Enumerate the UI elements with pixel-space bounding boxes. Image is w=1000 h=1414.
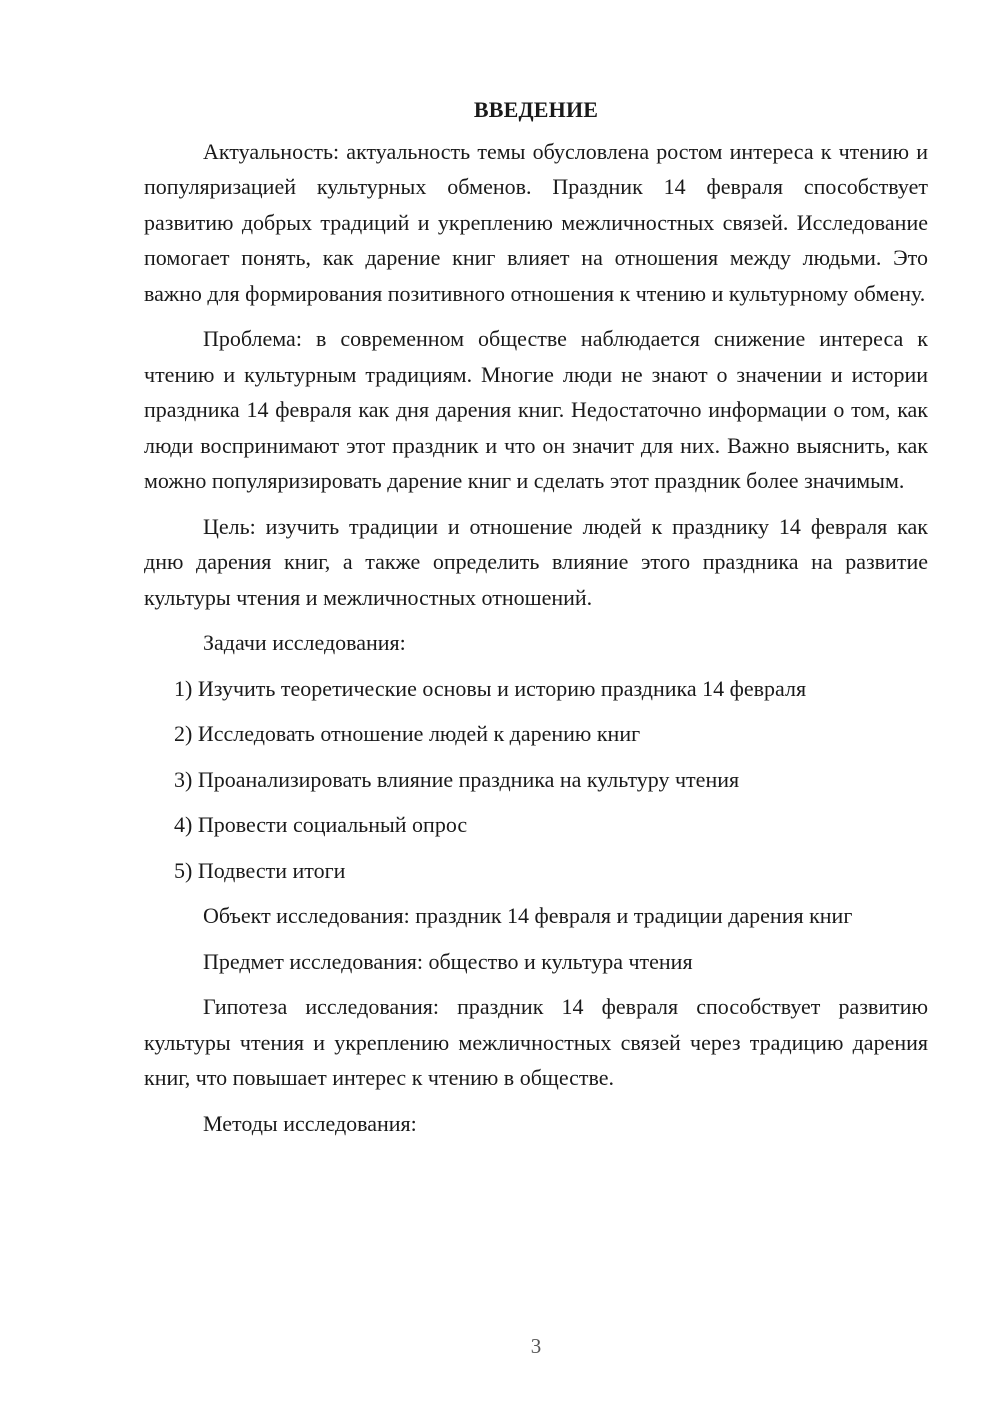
- document-body: [144, 92, 928, 1151]
- subject-paragraph: Предмет исследования: общество и культура чтения: [203, 948, 693, 974]
- problem-paragraph: Проблема: в современном обществе наблюдается снижение интереса к чтению и культурным традициям. Многие люди не знают о значении и истории праздника 14 февраля как дня дарения книг. Недостаточно информации о том, как люди воспринимают этот праздник и что он значит для них. Важно выяснить, как можно популяризировать дарение книг и сделать этот праздник более значимым.: [144, 326, 928, 493]
- page-title: ВВЕДЕНИЕ: [473, 97, 599, 122]
- hypothesis-paragraph: Гипотеза исследования: праздник 14 февраля способствует развитию культуры чтения и укреплению межличностных связей через традицию дарения книг, что повышает интерес к чтению в обществе.: [144, 994, 928, 1090]
- list-item: 2) Исследовать отношение людей к дарению книг: [174, 721, 641, 746]
- relevance-paragraph: Актуальность: актуальность темы обусловлена ростом интереса к чтению и популяризацией культурных обменов. Праздник 14 февраля способствует развитию добрых традиций и укреплению межличностных связей. Исследование помогает понять, как дарение книг влияет на отношения между людьми. Это важно для формирования позитивного отношения к чтению и культурному обмену.: [144, 138, 928, 306]
- list-item: 1) Изучить теоретические основы и историю праздника 14 февраля: [174, 675, 807, 701]
- methods-paragraph: Методы исследования:: [203, 1110, 417, 1136]
- list-item: 4) Провести социальный опрос: [174, 812, 468, 837]
- page-number: 3: [530, 1334, 542, 1358]
- tasks-heading: Задачи исследования:: [203, 630, 406, 655]
- object-paragraph: Объект исследования: праздник 14 февраля и традиции дарения книг: [203, 903, 853, 928]
- list-item: 5) Подвести итоги: [174, 857, 346, 883]
- tasks-list: [144, 671, 928, 889]
- goal-paragraph: Цель: изучить традиции и отношение людей к празднику 14 февраля как дню дарения книг, а также определить влияние этого праздника на развитие культуры чтения и межличностных отношений.: [144, 513, 928, 610]
- list-item: 3) Проанализировать влияние праздника на культуру чтения: [174, 766, 740, 792]
